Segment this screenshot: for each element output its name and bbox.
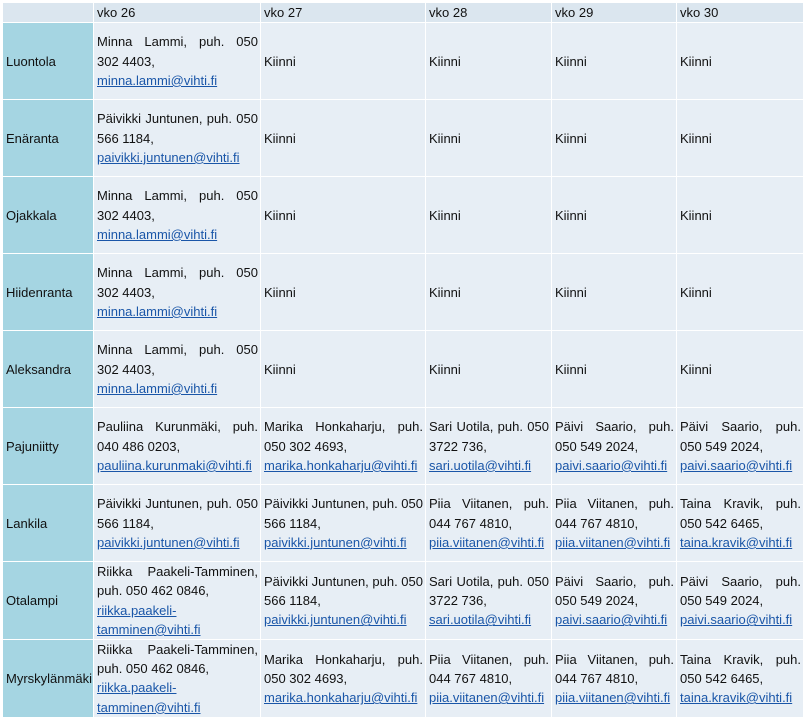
closed-status: Kiinni [680, 361, 712, 377]
contact-name-phone: Piia Viitanen, puh. 044 767 4810, [555, 496, 674, 531]
contact-info [680, 494, 801, 552]
contact-cell [677, 562, 804, 640]
closed-cell [677, 100, 804, 177]
email-link[interactable]: piia.viitanen@vihti.fi [555, 690, 671, 706]
contact-cell [94, 254, 261, 331]
contact-info [429, 494, 549, 552]
contact-info [429, 650, 549, 708]
contact-cell [94, 485, 261, 562]
contact-name-phone: Piia Viitanen, puh. 044 767 4810, [429, 651, 549, 686]
contact-cell [552, 640, 677, 718]
contact-cell [94, 331, 261, 408]
closed-cell [261, 331, 426, 408]
closed-status: Kiinni [680, 284, 712, 300]
closed-cell [426, 100, 552, 177]
contact-info [97, 32, 258, 90]
contact-info [555, 650, 674, 708]
contact-cell [94, 408, 261, 485]
closed-status: Kiinni [555, 284, 587, 300]
closed-status: Kiinni [555, 130, 587, 146]
table-row [3, 100, 804, 177]
closed-status: Kiinni [264, 284, 296, 300]
week-header: vko 30 [677, 3, 804, 23]
staff-schedule-table [2, 2, 804, 718]
closed-cell [261, 100, 426, 177]
contact-cell [261, 640, 426, 718]
closed-cell [677, 254, 804, 331]
contact-name-phone: Piia Viitanen, puh. 044 767 4810, [429, 496, 549, 531]
email-link[interactable]: paivikki.juntunen@vihti.fi [97, 534, 240, 550]
contact-cell [426, 562, 552, 640]
closed-status: Kiinni [555, 207, 587, 223]
contact-cell [94, 177, 261, 254]
closed-cell [677, 331, 804, 408]
closed-cell [261, 254, 426, 331]
contact-cell [426, 640, 552, 718]
contact-cell [677, 640, 804, 718]
contact-info [97, 640, 258, 717]
contact-info [555, 494, 674, 552]
table-row [3, 331, 804, 408]
contact-name-phone: Riikka Paakeli-Tamminen, puh. 050 462 0846, [97, 564, 258, 599]
contact-info [264, 494, 423, 552]
closed-cell [677, 23, 804, 100]
contact-name-phone: Päivi Saario, puh. 050 549 2024, [680, 573, 801, 608]
contact-info [97, 417, 258, 475]
contact-info [429, 417, 549, 475]
closed-status: Kiinni [264, 130, 296, 146]
email-link[interactable]: marika.honkaharju@vihti.fi [264, 690, 418, 706]
contact-info [264, 417, 423, 475]
location-name: Pajuniitty [3, 408, 94, 485]
header-row [3, 3, 804, 23]
table-row [3, 23, 804, 100]
contact-name-phone: Päivi Saario, puh. 050 549 2024, [680, 419, 801, 454]
closed-cell [552, 23, 677, 100]
closed-cell [261, 177, 426, 254]
location-name: Otalampi [3, 562, 94, 640]
contact-name-phone: Marika Honkaharju, puh. 050 302 4693, [264, 651, 423, 686]
table-row [3, 485, 804, 562]
closed-cell [426, 331, 552, 408]
closed-status: Kiinni [680, 53, 712, 69]
closed-status: Kiinni [680, 130, 712, 146]
contact-info [429, 572, 549, 630]
contact-cell [677, 485, 804, 562]
contact-info [555, 572, 674, 630]
contact-cell [426, 485, 552, 562]
contact-info [680, 650, 801, 708]
closed-cell [261, 23, 426, 100]
email-link[interactable]: minna.lammi@vihti.fi [97, 226, 218, 242]
email-link[interactable]: riikka.paakeli-tamminen@vihti.fi [97, 602, 201, 637]
email-link[interactable]: paivi.saario@vihti.fi [680, 457, 793, 473]
closed-status: Kiinni [680, 207, 712, 223]
contact-cell [94, 100, 261, 177]
table-row [3, 177, 804, 254]
email-link[interactable]: taina.kravik@vihti.fi [680, 690, 793, 706]
week-header: vko 29 [552, 3, 677, 23]
location-name: Aleksandra [3, 331, 94, 408]
email-link[interactable]: minna.lammi@vihti.fi [97, 380, 218, 396]
email-link[interactable]: paivi.saario@vihti.fi [680, 612, 793, 628]
contact-info [97, 263, 258, 321]
contact-info [97, 562, 258, 639]
closed-cell [677, 177, 804, 254]
contact-name-phone: Päivikki Juntunen, puh. 050 566 1184, [264, 496, 423, 531]
location-name: Lankila [3, 485, 94, 562]
closed-status: Kiinni [429, 284, 461, 300]
contact-name-phone: Päivikki Juntunen, puh. 050 566 1184, [264, 573, 423, 608]
contact-info [555, 417, 674, 475]
closed-status: Kiinni [555, 53, 587, 69]
email-link[interactable]: sari.uotila@vihti.fi [429, 457, 532, 473]
contact-name-phone: Taina Kravik, puh. 050 542 6465, [680, 496, 801, 531]
closed-cell [552, 331, 677, 408]
contact-cell [94, 562, 261, 640]
email-link[interactable]: marika.honkaharju@vihti.fi [264, 457, 418, 473]
contact-cell [261, 485, 426, 562]
contact-name-phone: Päivikki Juntunen, puh. 050 566 1184, [97, 111, 258, 146]
week-header: vko 28 [426, 3, 552, 23]
closed-status: Kiinni [429, 207, 461, 223]
table-body [3, 23, 804, 718]
email-link[interactable]: pauliina.kurunmaki@vihti.fi [97, 457, 252, 473]
closed-status: Kiinni [555, 361, 587, 377]
closed-cell [426, 23, 552, 100]
closed-cell [552, 177, 677, 254]
contact-name-phone: Taina Kravik, puh. 050 542 6465, [680, 651, 801, 686]
closed-status: Kiinni [429, 53, 461, 69]
email-link[interactable]: paivi.saario@vihti.fi [555, 612, 668, 628]
closed-status: Kiinni [264, 207, 296, 223]
contact-cell [677, 408, 804, 485]
contact-cell [426, 408, 552, 485]
week-header: vko 27 [261, 3, 426, 23]
contact-name-phone: Päivi Saario, puh. 050 549 2024, [555, 573, 674, 608]
contact-name-phone: Minna Lammi, puh. 050 302 4403, [97, 265, 258, 300]
location-name: Hiidenranta [3, 254, 94, 331]
week-header: vko 26 [94, 3, 261, 23]
contact-cell [94, 640, 261, 718]
location-name: Enäranta [3, 100, 94, 177]
email-link[interactable]: paivikki.juntunen@vihti.fi [264, 612, 407, 628]
email-link[interactable]: minna.lammi@vihti.fi [97, 303, 218, 319]
contact-info [97, 494, 258, 552]
email-link[interactable]: piia.viitanen@vihti.fi [555, 534, 671, 550]
contact-info [264, 650, 423, 708]
contact-name-phone: Piia Viitanen, puh. 044 767 4810, [555, 651, 674, 686]
contact-name-phone: Minna Lammi, puh. 050 302 4403, [97, 342, 258, 377]
location-name: Ojakkala [3, 177, 94, 254]
closed-cell [552, 254, 677, 331]
table-row [3, 254, 804, 331]
closed-cell [552, 100, 677, 177]
contact-cell [94, 23, 261, 100]
email-link[interactable]: piia.viitanen@vihti.fi [429, 690, 545, 706]
closed-cell [426, 254, 552, 331]
contact-name-phone: Minna Lammi, puh. 050 302 4403, [97, 188, 258, 223]
email-link[interactable]: paivikki.juntunen@vihti.fi [264, 534, 407, 550]
table-row [3, 562, 804, 640]
contact-name-phone: Minna Lammi, puh. 050 302 4403, [97, 34, 258, 69]
contact-cell [552, 562, 677, 640]
contact-info [264, 572, 423, 630]
closed-status: Kiinni [264, 361, 296, 377]
email-link[interactable]: sari.uotila@vihti.fi [429, 612, 532, 628]
email-link[interactable]: taina.kravik@vihti.fi [680, 534, 793, 550]
contact-info [97, 186, 258, 244]
email-link[interactable]: piia.viitanen@vihti.fi [429, 534, 545, 550]
email-link[interactable]: paivikki.juntunen@vihti.fi [97, 149, 240, 165]
contact-cell [552, 485, 677, 562]
location-name: Myrskylänmäki [3, 640, 94, 718]
email-link[interactable]: paivi.saario@vihti.fi [555, 457, 668, 473]
contact-cell [261, 562, 426, 640]
contact-info [97, 109, 258, 167]
email-link[interactable]: minna.lammi@vihti.fi [97, 72, 218, 88]
contact-info [680, 572, 801, 630]
closed-status: Kiinni [264, 53, 296, 69]
table-row [3, 640, 804, 718]
contact-cell [552, 408, 677, 485]
contact-info [97, 340, 258, 398]
closed-cell [426, 177, 552, 254]
table-row [3, 408, 804, 485]
contact-name-phone: Sari Uotila, puh. 050 3722 736, [429, 573, 549, 608]
location-name: Luontola [3, 23, 94, 100]
contact-name-phone: Päivi Saario, puh. 050 549 2024, [555, 419, 674, 454]
contact-name-phone: Sari Uotila, puh. 050 3722 736, [429, 419, 549, 454]
closed-status: Kiinni [429, 361, 461, 377]
contact-name-phone: Riikka Paakeli-Tamminen, puh. 050 462 0846, [97, 642, 258, 677]
closed-status: Kiinni [429, 130, 461, 146]
contact-cell [261, 408, 426, 485]
contact-name-phone: Pauliina Kurunmäki, puh. 040 486 0203, [97, 419, 258, 454]
contact-name-phone: Marika Honkaharju, puh. 050 302 4693, [264, 419, 423, 454]
contact-name-phone: Päivikki Juntunen, puh. 050 566 1184, [97, 496, 258, 531]
contact-info [680, 417, 801, 475]
corner-cell [3, 3, 94, 23]
email-link[interactable]: riikka.paakeli-tamminen@vihti.fi [97, 680, 201, 715]
